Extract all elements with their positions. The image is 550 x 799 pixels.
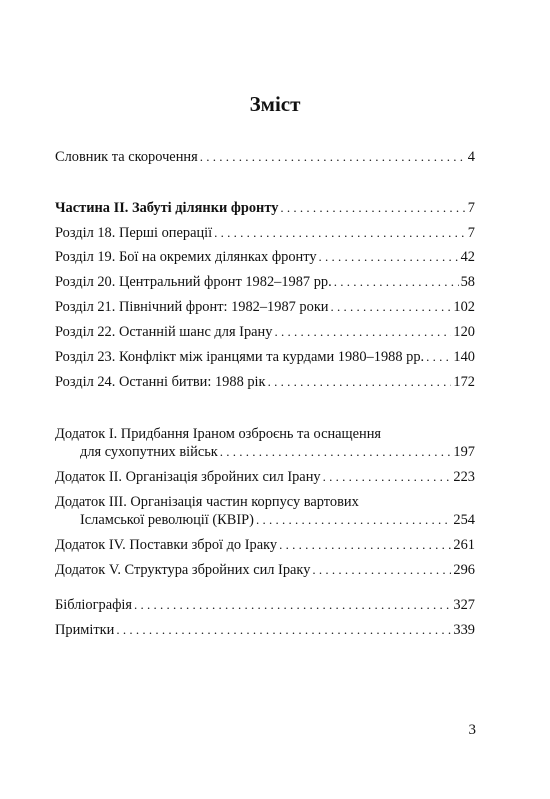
toc-entry-label: Розділ 18. Перші операції bbox=[55, 225, 213, 241]
toc-entry-label: Розділ 22. Останній шанс для Ірану bbox=[55, 324, 273, 340]
toc-entry-label: Додаток V. Структура збройних сил Іраку bbox=[55, 562, 311, 578]
toc-entry-bibliography[interactable] bbox=[55, 596, 475, 614]
toc-entry-label: Додаток ІІ. Організація збройних сил Ірану bbox=[55, 469, 321, 485]
dot-leader bbox=[323, 468, 452, 486]
toc-entry-appendix-1[interactable] bbox=[80, 443, 475, 461]
toc-entry-label: Ісламської революції (КВІР) bbox=[80, 512, 254, 528]
toc-entry-label: Розділ 23. Конфлікт між іранцями та курдами 1980–1988 рр. bbox=[55, 349, 425, 365]
toc-entry-label: Словник та скорочення bbox=[55, 149, 198, 165]
toc-entry-label: Розділ 20. Центральний фронт 1982–1987 рр. bbox=[55, 274, 332, 290]
toc-entry-notes[interactable] bbox=[55, 621, 475, 639]
toc-entry-page: 58 bbox=[460, 274, 475, 290]
toc-entry-chapter-21[interactable] bbox=[55, 298, 475, 316]
toc-entry-page: 7 bbox=[467, 225, 475, 241]
toc-entry-appendix-2[interactable] bbox=[55, 468, 475, 486]
toc-entry-page: 140 bbox=[453, 349, 475, 365]
dot-leader bbox=[256, 511, 451, 529]
dot-leader bbox=[426, 348, 451, 366]
toc-entry-page: 172 bbox=[453, 374, 475, 390]
toc-entry-chapter-19[interactable] bbox=[55, 248, 475, 266]
dot-leader bbox=[220, 443, 452, 461]
toc-entry-appendix-3-line1[interactable]: Додаток ІІІ. Організація частин корпусу вартових bbox=[55, 494, 359, 510]
dot-leader bbox=[134, 596, 451, 614]
dot-leader bbox=[116, 621, 451, 639]
toc-entry-label: Частина ІІ. Забуті ділянки фронту bbox=[55, 200, 279, 216]
toc-entry-page: 4 bbox=[467, 149, 475, 165]
toc-entry-chapter-18[interactable] bbox=[55, 224, 475, 242]
toc-entry-page: 254 bbox=[453, 512, 475, 528]
toc-entry-page: 120 bbox=[453, 324, 475, 340]
toc-entry-glossary[interactable] bbox=[55, 148, 475, 166]
dot-leader bbox=[334, 273, 459, 291]
toc-entry-chapter-23[interactable] bbox=[55, 348, 475, 366]
dot-leader bbox=[331, 298, 452, 316]
toc-entry-chapter-22[interactable] bbox=[55, 323, 475, 341]
dot-leader bbox=[200, 148, 466, 166]
toc-entry-chapter-20[interactable] bbox=[55, 273, 475, 291]
toc-entry-label: Розділ 19. Бої на окремих ділянках фронту bbox=[55, 249, 317, 265]
dot-leader bbox=[279, 536, 451, 554]
toc-entry-page: 339 bbox=[453, 622, 475, 638]
toc-entry-appendix-1-line1[interactable]: Додаток І. Придбання Іраном озброєнь та оснащення bbox=[55, 426, 382, 442]
dot-leader bbox=[319, 248, 459, 266]
page-title: Зміст bbox=[249, 92, 301, 116]
toc-entry-part-2[interactable] bbox=[55, 199, 475, 217]
toc-entry-page: 296 bbox=[453, 562, 475, 578]
toc-entry-label: для сухопутних військ bbox=[80, 444, 218, 460]
toc-entry-page: 223 bbox=[453, 469, 475, 485]
toc-entry-chapter-24[interactable] bbox=[55, 373, 475, 391]
toc-entry-label: Розділ 24. Останні битви: 1988 рік bbox=[55, 374, 266, 390]
dot-leader bbox=[280, 199, 465, 217]
page-number: 3 bbox=[468, 722, 476, 738]
dot-leader bbox=[312, 561, 451, 579]
toc-entry-page: 197 bbox=[453, 444, 475, 460]
toc-entry-label: Розділ 21. Північний фронт: 1982–1987 роки bbox=[55, 299, 329, 315]
dot-leader bbox=[214, 224, 466, 242]
toc-entry-page: 7 bbox=[467, 200, 475, 216]
toc-entry-appendix-5[interactable] bbox=[55, 561, 475, 579]
dot-leader bbox=[268, 373, 452, 391]
toc-entry-label: Бібліографія bbox=[55, 597, 133, 613]
toc-entry-page: 102 bbox=[453, 299, 475, 315]
dot-leader bbox=[274, 323, 451, 341]
toc-entry-appendix-4[interactable] bbox=[55, 536, 475, 554]
toc-entry-appendix-3[interactable] bbox=[80, 511, 475, 529]
toc-entry-label: Додаток IV. Поставки зброї до Іраку bbox=[55, 537, 278, 553]
toc-entry-page: 327 bbox=[453, 597, 475, 613]
toc-entry-page: 261 bbox=[453, 537, 475, 553]
toc-entry-page: 42 bbox=[460, 249, 475, 265]
toc-entry-label: Примітки bbox=[55, 622, 115, 638]
